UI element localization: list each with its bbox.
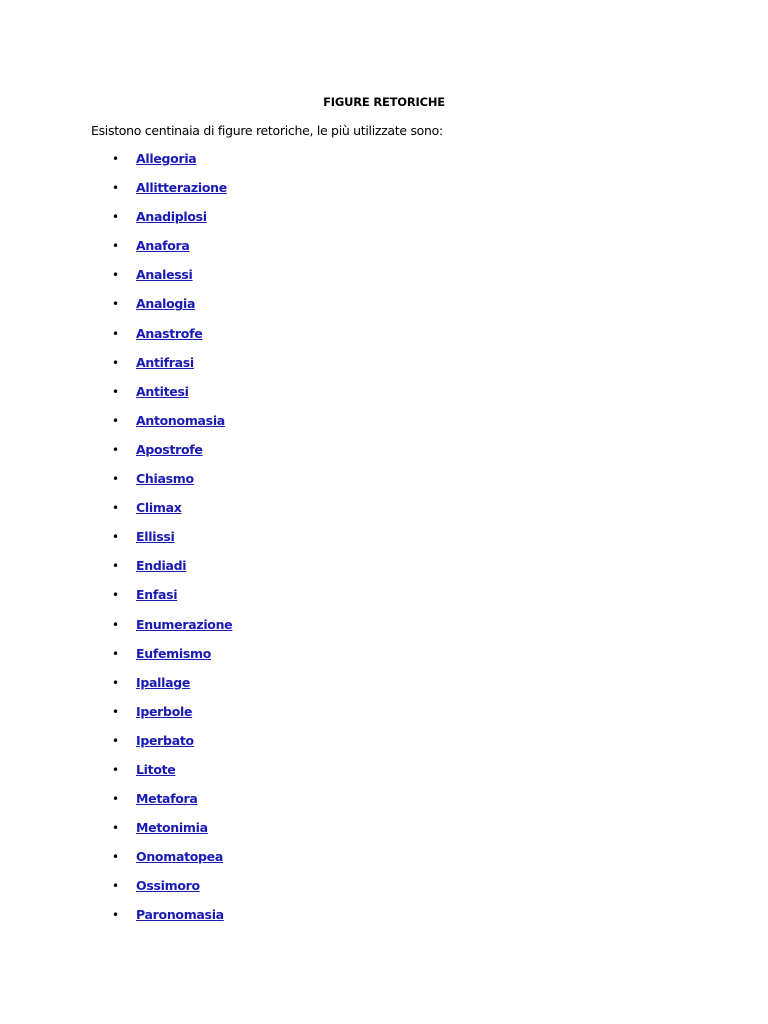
bullet-icon: • xyxy=(112,762,120,777)
figure-link-endiadi[interactable]: Endiadi xyxy=(136,558,187,574)
figure-link-enfasi[interactable]: Enfasi xyxy=(136,587,178,603)
figure-link-ossimoro[interactable]: Ossimoro xyxy=(136,878,200,894)
figure-link-antonomasia[interactable]: Antonomasia xyxy=(136,412,225,428)
figure-link-analogia[interactable]: Analogia xyxy=(136,296,196,312)
bullet-icon: • xyxy=(112,268,120,283)
figure-link-litote[interactable]: Litote xyxy=(136,761,176,777)
figure-link-anafora[interactable]: Anafora xyxy=(136,238,190,254)
figure-link-chiasmo[interactable]: Chiasmo xyxy=(136,471,194,487)
bullet-icon: • xyxy=(112,326,120,341)
figure-link-enumerazione[interactable]: Enumerazione xyxy=(136,616,233,632)
bullet-icon: • xyxy=(112,559,120,574)
figure-link-iperbole[interactable]: Iperbole xyxy=(136,703,193,719)
bullet-icon: • xyxy=(112,210,120,225)
figure-link-anastrofe[interactable]: Anastrofe xyxy=(136,325,203,341)
figure-link-ipallage[interactable]: Ipallage xyxy=(136,674,191,690)
bullet-icon: • xyxy=(112,617,120,632)
figure-link-antitesi[interactable]: Antitesi xyxy=(136,383,189,399)
bullet-icon: • xyxy=(112,675,120,690)
figure-link-analessi[interactable]: Analessi xyxy=(136,267,193,283)
figure-link-antifrasi[interactable]: Antifrasi xyxy=(136,354,194,370)
figure-link-climax[interactable]: Climax xyxy=(136,500,182,516)
bullet-icon: • xyxy=(112,733,120,748)
bullet-icon: • xyxy=(112,704,120,719)
bullet-icon: • xyxy=(112,181,120,196)
bullet-icon: • xyxy=(112,413,120,428)
bullet-icon: • xyxy=(112,442,120,457)
bullet-icon: • xyxy=(112,588,120,603)
bullet-icon: • xyxy=(112,355,120,370)
bullet-icon: • xyxy=(112,821,120,836)
bullet-icon: • xyxy=(112,792,120,807)
figure-link-eufemismo[interactable]: Eufemismo xyxy=(136,645,212,661)
bullet-icon: • xyxy=(112,501,120,516)
document-title: FIGURE RETORICHE xyxy=(323,95,445,109)
figure-link-onomatopea[interactable]: Onomatopea xyxy=(136,849,223,865)
bullet-icon: • xyxy=(112,297,120,312)
bullet-icon: • xyxy=(112,908,120,923)
figure-link-iperbato[interactable]: Iperbato xyxy=(136,732,194,748)
figure-link-allitterazione[interactable]: Allitterazione xyxy=(136,180,227,196)
bullet-icon: • xyxy=(112,239,120,254)
figure-link-apostrofe[interactable]: Apostrofe xyxy=(136,441,203,457)
bullet-icon: • xyxy=(112,850,120,865)
bullet-icon: • xyxy=(112,152,120,166)
bullet-icon: • xyxy=(112,472,120,487)
figure-link-anadiplosi[interactable]: Anadiplosi xyxy=(136,209,207,225)
figure-link-metonimia[interactable]: Metonimia xyxy=(136,820,208,836)
bullet-icon: • xyxy=(112,384,120,399)
bullet-icon: • xyxy=(112,530,120,545)
bullet-icon: • xyxy=(112,646,120,661)
figure-link-paronomasia[interactable]: Paronomasia xyxy=(136,907,224,923)
figure-link-metafora[interactable]: Metafora xyxy=(136,791,198,807)
bullet-icon: • xyxy=(112,879,120,894)
figure-link-allegoria[interactable]: Allegoria xyxy=(136,151,197,166)
intro-paragraph: Esistono centinaia di figure retoriche, le più utilizzate sono: xyxy=(91,123,443,138)
figure-link-ellissi[interactable]: Ellissi xyxy=(136,529,175,545)
